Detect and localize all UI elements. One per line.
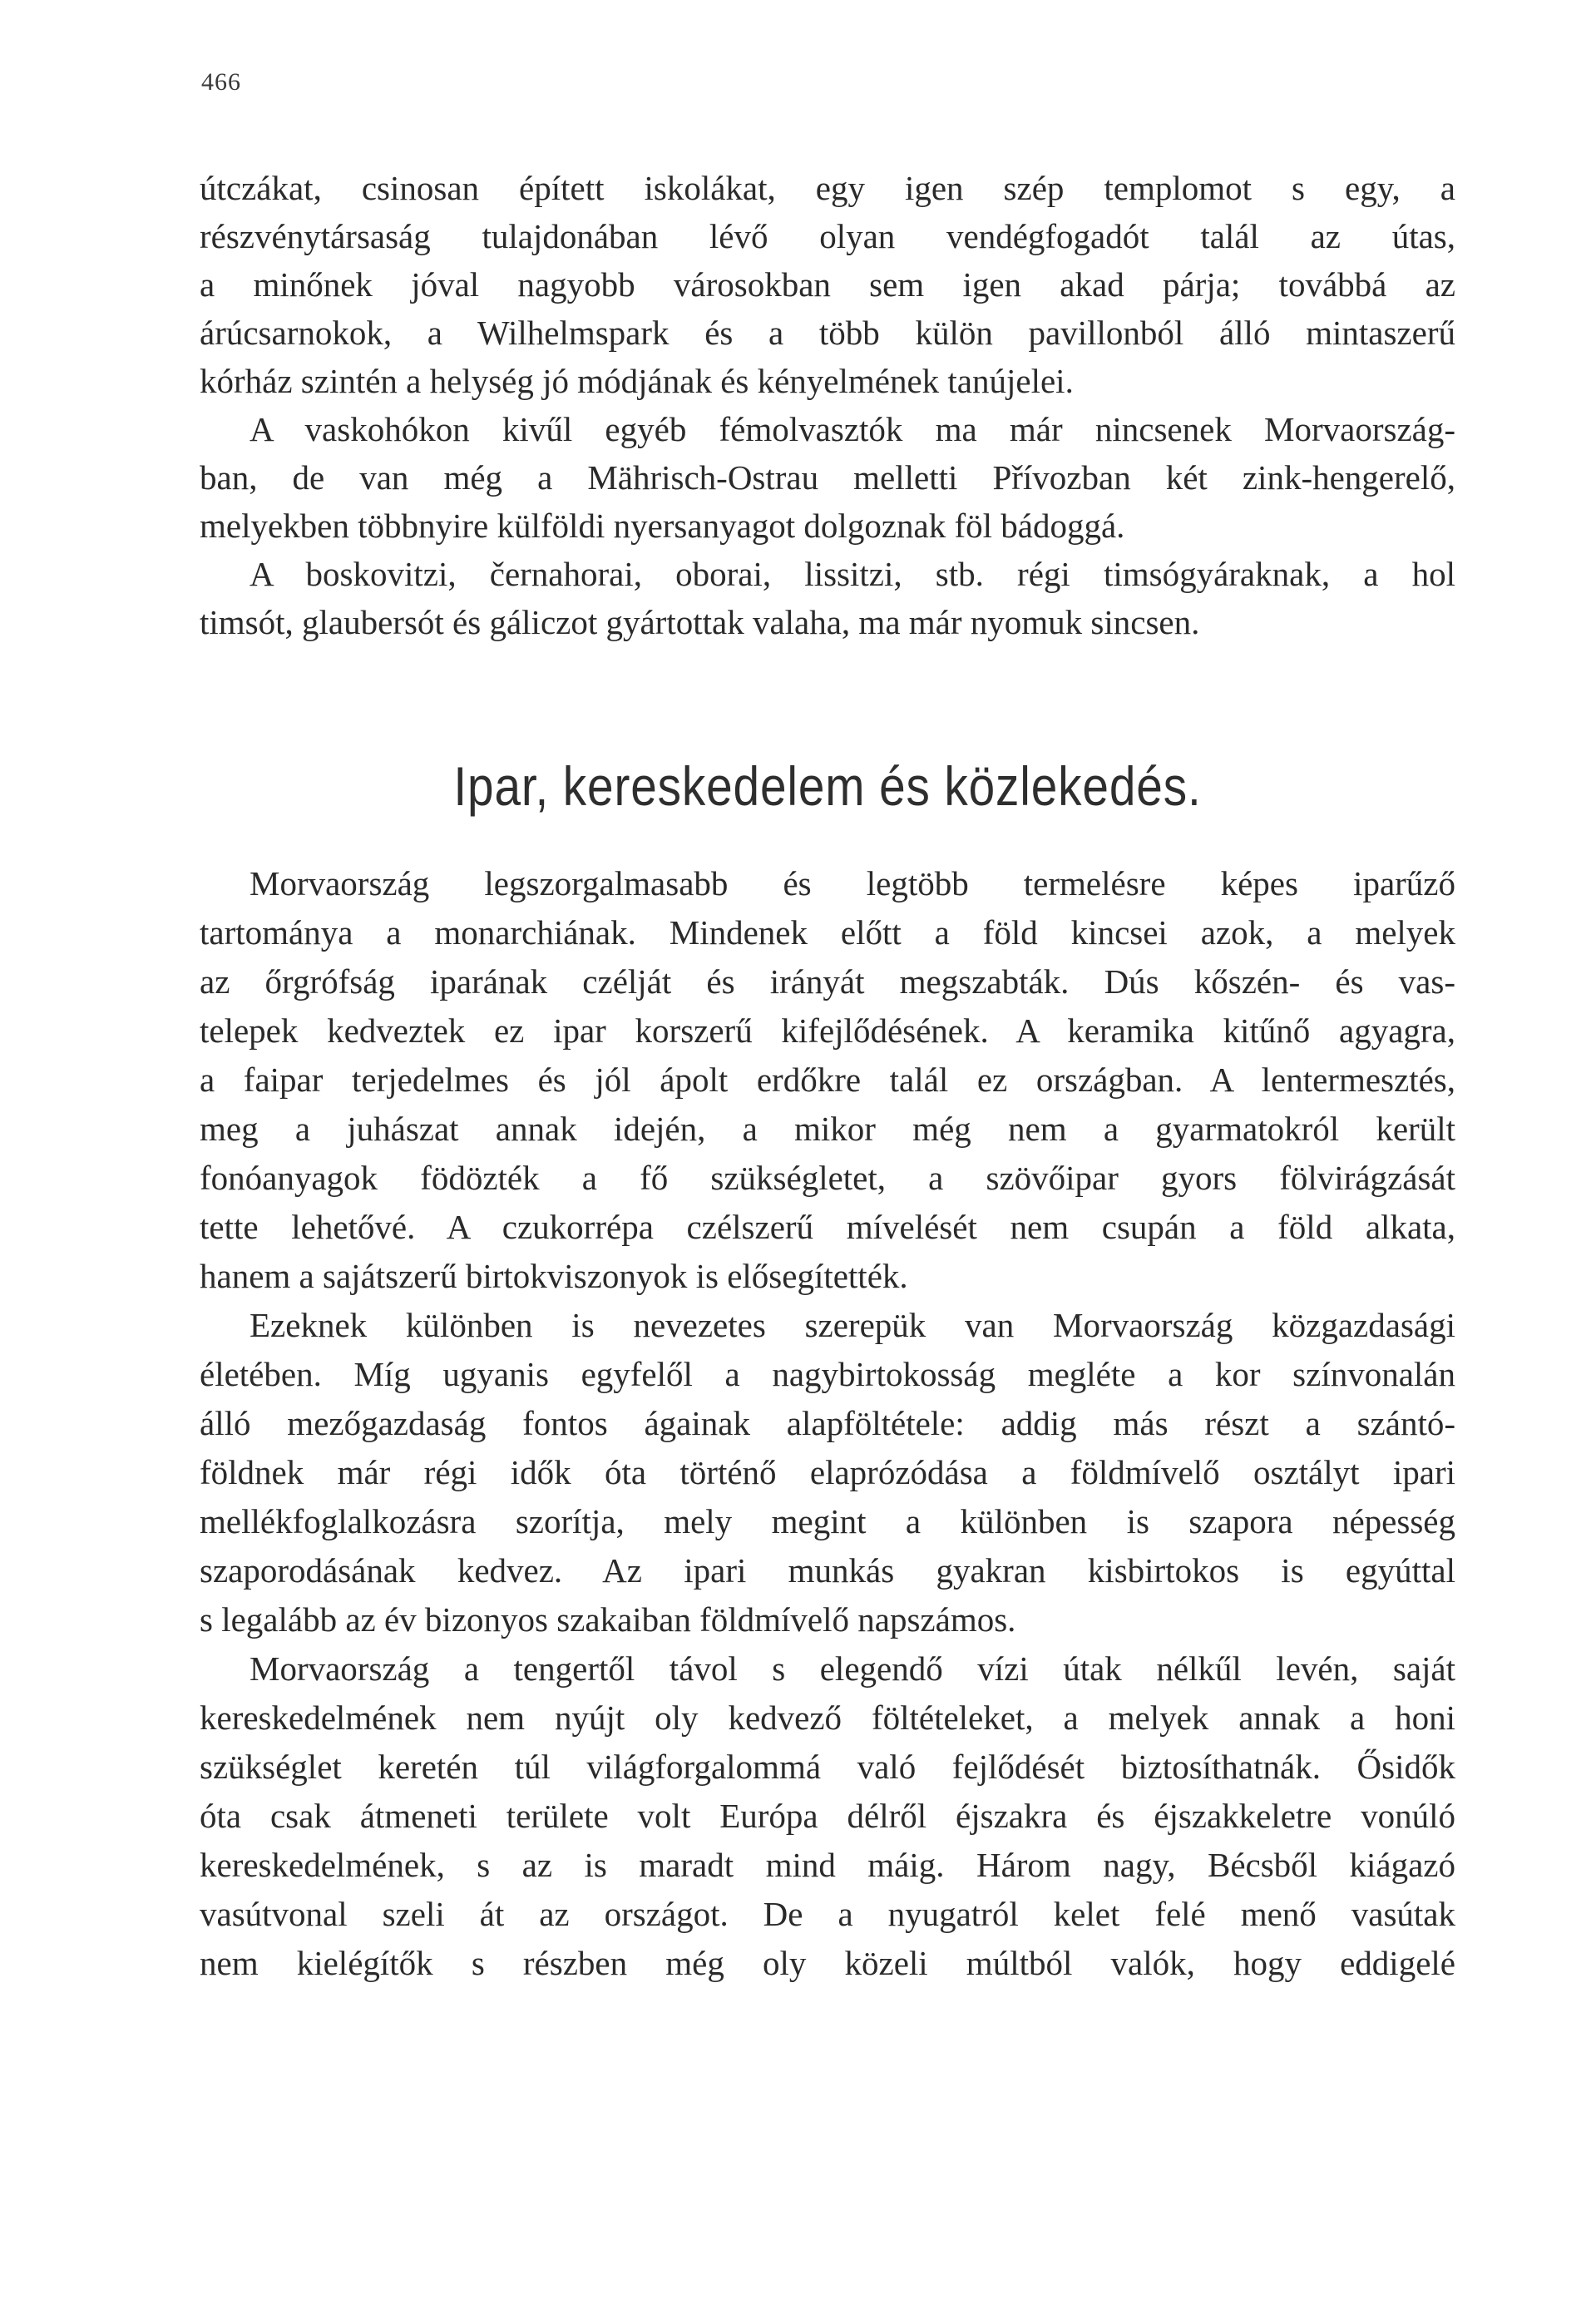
text-line: fonóanyagok födözték a fő szükségletet, a szövőipar gyors fölvirágzását (200, 1159, 1455, 1197)
text-line: az őrgrófság iparának czélját és irányát megszabták. Dús kőszén- és vas- (200, 962, 1455, 1001)
text-line: vasútvonal szeli át az országot. De a nyugatról kelet felé menő vasútak (200, 1895, 1455, 1933)
text-line: kórház szintén a helység jó módjának és kényelmének tanújelei. (200, 362, 1074, 400)
text-line: részvénytársaság tulajdonában lévő olyan vendégfogadót talál az útas, (200, 217, 1455, 255)
text-line: szaporodásának kedvez. Az ipari munkás gyakran kisbirtokos is egyúttal (200, 1551, 1455, 1590)
section-heading: Ipar, kereskedelem és közlekedés. (453, 755, 1202, 817)
text-line: kereskedelmének, s az is maradt mind máig. Három nagy, Bécsből kiágazó (200, 1846, 1455, 1884)
text-line: telepek kedveztek ez ipar korszerű kifejlődésének. A keramika kitűnő agyagra, (200, 1011, 1455, 1050)
text-line: meg a juhászat annak idején, a mikor még nem a gyarmatokról került (200, 1110, 1455, 1148)
text-line: földnek már régi idők óta történő elaprózódása a földmívelő osztályt ipari (200, 1453, 1455, 1491)
text-line: kereskedelmének nem nyújt oly kedvező föltételeket, a melyek annak a honi (200, 1698, 1455, 1737)
text-line: A boskovitzi, černahorai, oborai, lissitzi, stb. régi timsógyáraknak, a hol (250, 555, 1455, 593)
text-line: nem kielégítők s részben még oly közeli múltból valók, hogy eddigelé (200, 1944, 1455, 1982)
text-line: timsót, glaubersót és gáliczot gyártottak valaha, ma már nyomuk sincsen. (200, 603, 1200, 641)
text-line: tette lehetővé. A czukorrépa czélszerű mívelését nem csupán a föld alkata, (200, 1208, 1455, 1246)
text-line: életében. Míg ugyanis egyfelől a nagybirtokosság megléte a kor színvonalán (200, 1355, 1455, 1393)
text-line: Ezeknek különben is nevezetes szerepük van Morvaország közgazdasági (250, 1306, 1455, 1344)
text-line: Morvaország a tengertől távol s elegendő vízi útak nélkűl levén, saját (250, 1649, 1455, 1688)
page-number: 466 (201, 68, 241, 96)
text-line: melyekben többnyire külföldi nyersanyagot dolgoznak föl bádoggá. (200, 507, 1125, 545)
text-line: s legalább az év bizonyos szakaiban földmívelő napszámos. (200, 1600, 1016, 1639)
text-line: a faipar terjedelmes és jól ápolt erdőkre talál ez országban. A lentermesztés, (200, 1061, 1455, 1099)
text-line: a minőnek jóval nagyobb városokban sem igen akad párja; továbbá az (200, 265, 1455, 304)
text-line: mellékfoglalkozásra szorítja, mely megint a különben is szapora népesség (200, 1502, 1455, 1540)
text-line: árúcsarnokok, a Wilhelmspark és a több külön pavillonból álló mintaszerű (200, 314, 1455, 352)
text-line: útczákat, csinosan épített iskolákat, egy igen szép templomot s egy, a (200, 169, 1455, 207)
text-line: óta csak átmeneti területe volt Európa délről éjszakra és éjszakkeletre vonúló (200, 1797, 1455, 1835)
text-line: tartománya a monarchiának. Mindenek előtt a föld kincsei azok, a melyek (200, 913, 1455, 952)
text-line: szükséglet keretén túl világforgalommá való fejlődését biztosíthatnák. Ősidők (200, 1748, 1455, 1786)
text-line: Morvaország legszorgalmasabb és legtöbb termelésre képes iparűző (250, 864, 1455, 902)
text-line: A vaskohókon kivűl egyéb fémolvasztók ma már nincsenek Morvaország- (250, 410, 1455, 448)
text-line: hanem a sajátszerű birtokviszonyok is elősegítették. (200, 1257, 908, 1295)
text-line: álló mezőgazdaság fontos ágainak alapföltétele: addig más részt a szántó- (200, 1404, 1455, 1442)
text-line: ban, de van még a Mährisch-Ostrau melletti Přívozban két zink-hengerelő, (200, 458, 1455, 497)
